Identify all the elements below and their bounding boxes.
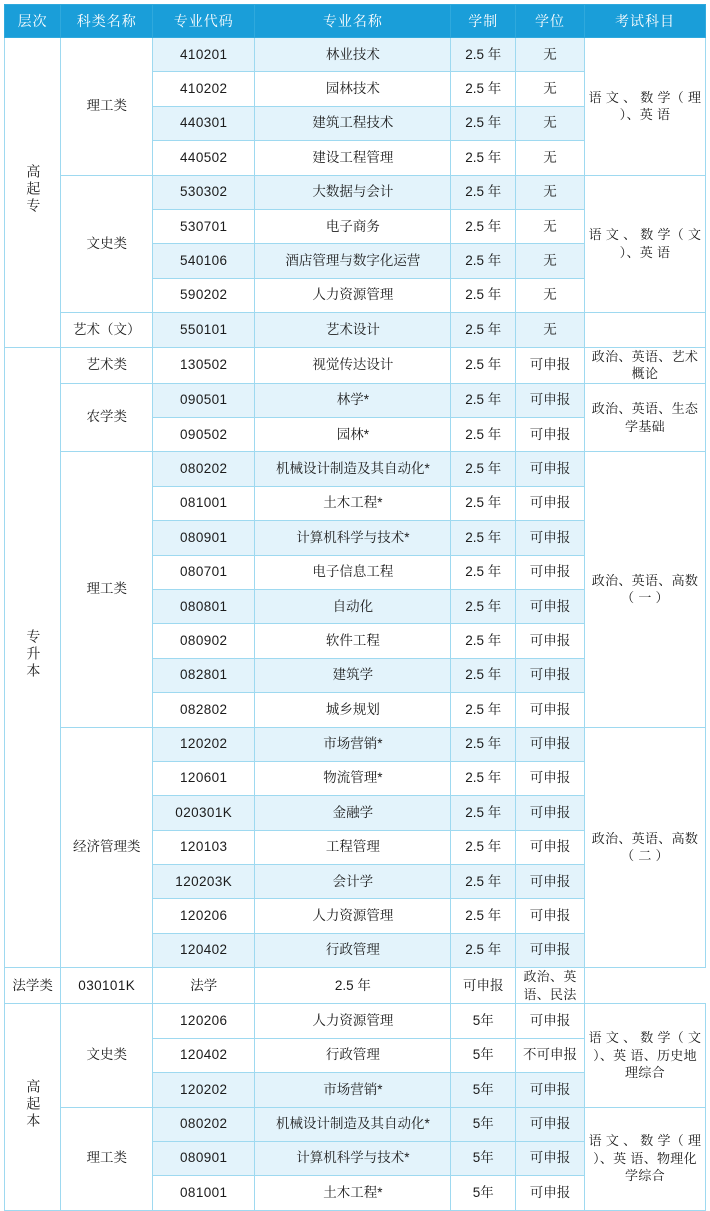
- cell-study-length: 2.5 年: [451, 38, 516, 72]
- header-major-name: 专业名称: [255, 5, 451, 38]
- cell-major-name: 人力资源管理: [255, 899, 451, 933]
- cell-degree: 无: [516, 244, 585, 278]
- cell-degree: 可申报: [516, 796, 585, 830]
- cell-study-length: 2.5 年: [451, 209, 516, 243]
- cell-major-name: 电子信息工程: [255, 555, 451, 589]
- cell-major-code: 120206: [153, 1004, 255, 1038]
- cell-study-length: 2.5 年: [451, 865, 516, 899]
- cell-degree: 可申报: [516, 1004, 585, 1038]
- cell-major-code: 530302: [153, 175, 255, 209]
- cell-major-code: 082802: [153, 693, 255, 727]
- cell-study-length: 2.5 年: [451, 830, 516, 864]
- header-study-length: 学制: [451, 5, 516, 38]
- cell-level: 专升本: [5, 347, 61, 968]
- cell-study-length: 2.5 年: [451, 899, 516, 933]
- cell-major-name: 园林*: [255, 418, 451, 452]
- cell-major-code: 410201: [153, 38, 255, 72]
- cell-degree: 可申报: [516, 589, 585, 623]
- cell-major-code: 130502: [153, 347, 255, 383]
- cell-degree: 可申报: [516, 830, 585, 864]
- cell-major-code: 590202: [153, 278, 255, 312]
- cell-study-length: 5年: [451, 1141, 516, 1175]
- cell-major-code: 540106: [153, 244, 255, 278]
- cell-study-length: 2.5 年: [451, 72, 516, 106]
- cell-study-length: 2.5 年: [255, 968, 451, 1004]
- cell-degree: 可申报: [516, 727, 585, 761]
- cell-major-name: 法学: [153, 968, 255, 1004]
- cell-degree: 可申报: [516, 1176, 585, 1210]
- cell-study-length: 2.5 年: [451, 106, 516, 140]
- cell-exam-subjects: 语 文 、 数 学（ 文 ）、英 语: [584, 175, 705, 313]
- cell-study-length: 2.5 年: [451, 521, 516, 555]
- cell-category: 理工类: [61, 1107, 153, 1210]
- cell-degree: 不可申报: [516, 1038, 585, 1072]
- cell-study-length: 2.5 年: [451, 589, 516, 623]
- cell-major-code: 120202: [153, 727, 255, 761]
- cell-major-name: 计算机科学与技术*: [255, 1141, 451, 1175]
- cell-major-code: 080901: [153, 521, 255, 555]
- cell-degree: 无: [516, 106, 585, 140]
- cell-study-length: 2.5 年: [451, 244, 516, 278]
- cell-study-length: 2.5 年: [451, 693, 516, 727]
- table-body: [5, 38, 706, 1211]
- cell-major-name: 艺术设计: [255, 313, 451, 347]
- cell-major-code: 030101K: [61, 968, 153, 1004]
- cell-study-length: 2.5 年: [451, 555, 516, 589]
- cell-study-length: 2.5 年: [451, 383, 516, 417]
- cell-major-name: 金融学: [255, 796, 451, 830]
- cell-major-code: 120402: [153, 1038, 255, 1072]
- cell-major-name: 市场营销*: [255, 1073, 451, 1107]
- cell-study-length: 2.5 年: [451, 175, 516, 209]
- cell-study-length: 2.5 年: [451, 761, 516, 795]
- cell-degree: 无: [516, 278, 585, 312]
- cell-major-name: 林业技术: [255, 38, 451, 72]
- cell-major-name: 人力资源管理: [255, 278, 451, 312]
- cell-major-name: 土木工程*: [255, 486, 451, 520]
- cell-exam-subjects: 政治、英语、高数（ 一 ）: [584, 452, 705, 727]
- cell-major-name: 建设工程管理: [255, 141, 451, 175]
- cell-category: 农学类: [61, 383, 153, 452]
- cell-major-name: 行政管理: [255, 933, 451, 967]
- cell-degree: 可申报: [516, 452, 585, 486]
- cell-major-code: 120206: [153, 899, 255, 933]
- cell-major-name: 机械设计制造及其自动化*: [255, 1107, 451, 1141]
- table-header-row: [5, 5, 706, 38]
- cell-major-name: 机械设计制造及其自动化*: [255, 452, 451, 486]
- cell-major-code: 120103: [153, 830, 255, 864]
- cell-major-name: 电子商务: [255, 209, 451, 243]
- cell-study-length: 5年: [451, 1073, 516, 1107]
- cell-major-name: 视觉传达设计: [255, 347, 451, 383]
- cell-study-length: 2.5 年: [451, 141, 516, 175]
- cell-degree: 可申报: [516, 933, 585, 967]
- cell-major-name: 市场营销*: [255, 727, 451, 761]
- table-row: [5, 347, 706, 383]
- cell-degree: 可申报: [516, 1141, 585, 1175]
- cell-degree: 无: [516, 175, 585, 209]
- cell-exam-subjects: 语 文 、 数 学（ 理 ）、英 语: [584, 38, 705, 176]
- cell-degree: 可申报: [516, 347, 585, 383]
- cell-degree: 可申报: [516, 658, 585, 692]
- cell-major-code: 080902: [153, 624, 255, 658]
- cell-degree: 可申报: [516, 899, 585, 933]
- cell-degree: 可申报: [516, 486, 585, 520]
- cell-category: 文史类: [61, 175, 153, 313]
- cell-major-name: 行政管理: [255, 1038, 451, 1072]
- cell-major-name: 工程管理: [255, 830, 451, 864]
- cell-degree: 可申报: [451, 968, 516, 1004]
- cell-major-code: 120203K: [153, 865, 255, 899]
- cell-degree: 无: [516, 38, 585, 72]
- table-row: [5, 452, 706, 486]
- header-level: 层次: [5, 5, 61, 38]
- cell-degree: 无: [516, 141, 585, 175]
- cell-major-code: 530701: [153, 209, 255, 243]
- cell-major-code: 080202: [153, 452, 255, 486]
- cell-category: 艺术类: [61, 347, 153, 383]
- cell-major-name: 建筑学: [255, 658, 451, 692]
- table-row: [5, 968, 706, 1004]
- cell-major-code: 120202: [153, 1073, 255, 1107]
- cell-degree: 无: [516, 209, 585, 243]
- cell-major-name: 自动化: [255, 589, 451, 623]
- cell-major-code: 090502: [153, 418, 255, 452]
- table-row: [5, 175, 706, 209]
- cell-major-name: 园林技术: [255, 72, 451, 106]
- cell-study-length: 2.5 年: [451, 278, 516, 312]
- cell-exam-subjects: 语 文 、 数 学（ 理 ）、英 语、物理化学综合: [584, 1107, 705, 1210]
- cell-major-code: 080202: [153, 1107, 255, 1141]
- header-degree: 学位: [516, 5, 585, 38]
- cell-major-code: 550101: [153, 313, 255, 347]
- cell-study-length: 2.5 年: [451, 658, 516, 692]
- cell-degree: 可申报: [516, 383, 585, 417]
- table-row: [5, 1004, 706, 1038]
- cell-study-length: 2.5 年: [451, 796, 516, 830]
- cell-degree: 可申报: [516, 521, 585, 555]
- majors-table: [4, 4, 706, 1211]
- table-row: [5, 727, 706, 761]
- cell-degree: 可申报: [516, 693, 585, 727]
- cell-study-length: 2.5 年: [451, 452, 516, 486]
- cell-level: 高起专: [5, 38, 61, 348]
- cell-major-code: 090501: [153, 383, 255, 417]
- cell-major-name: 计算机科学与技术*: [255, 521, 451, 555]
- table-row: [5, 1107, 706, 1141]
- cell-exam-subjects: 政治、英语、民法: [516, 968, 585, 1004]
- cell-major-code: 080901: [153, 1141, 255, 1175]
- cell-exam-subjects: 政治、英语、艺术概论: [584, 347, 705, 383]
- table-row: [5, 38, 706, 72]
- cell-category: 理工类: [61, 38, 153, 176]
- cell-major-name: 物流管理*: [255, 761, 451, 795]
- cell-study-length: 2.5 年: [451, 347, 516, 383]
- table-header: [5, 5, 706, 38]
- cell-major-code: 440502: [153, 141, 255, 175]
- header-exam-subjects: 考试科目: [584, 5, 705, 38]
- cell-study-length: 5年: [451, 1004, 516, 1038]
- cell-degree: 无: [516, 72, 585, 106]
- cell-category: 文史类: [61, 1004, 153, 1107]
- cell-degree: 可申报: [516, 1073, 585, 1107]
- cell-major-code: 410202: [153, 72, 255, 106]
- cell-exam-subjects: [584, 313, 705, 347]
- cell-major-code: 120402: [153, 933, 255, 967]
- cell-study-length: 5年: [451, 1176, 516, 1210]
- cell-exam-subjects: 语 文 、 数 学（ 文 ）、英 语、历史地理综合: [584, 1004, 705, 1107]
- cell-major-code: 020301K: [153, 796, 255, 830]
- cell-exam-subjects: 政治、英语、生态学基础: [584, 383, 705, 452]
- cell-major-name: 会计学: [255, 865, 451, 899]
- cell-major-code: 081001: [153, 486, 255, 520]
- cell-category: 艺术（文）: [61, 313, 153, 347]
- cell-major-code: 440301: [153, 106, 255, 140]
- cell-degree: 可申报: [516, 624, 585, 658]
- cell-study-length: 2.5 年: [451, 418, 516, 452]
- cell-exam-subjects: 政治、英语、高数（ 二 ）: [584, 727, 705, 968]
- header-major-code: 专业代码: [153, 5, 255, 38]
- cell-study-length: 5年: [451, 1038, 516, 1072]
- cell-study-length: 2.5 年: [451, 486, 516, 520]
- cell-major-code: 080701: [153, 555, 255, 589]
- cell-major-name: 软件工程: [255, 624, 451, 658]
- cell-major-name: 大数据与会计: [255, 175, 451, 209]
- table-row: [5, 313, 706, 347]
- cell-study-length: 2.5 年: [451, 727, 516, 761]
- cell-major-name: 人力资源管理: [255, 1004, 451, 1038]
- cell-degree: 可申报: [516, 555, 585, 589]
- cell-category: 经济管理类: [61, 727, 153, 968]
- cell-major-name: 酒店管理与数字化运营: [255, 244, 451, 278]
- cell-major-name: 城乡规划: [255, 693, 451, 727]
- cell-study-length: 2.5 年: [451, 933, 516, 967]
- cell-major-name: 土木工程*: [255, 1176, 451, 1210]
- cell-degree: 可申报: [516, 865, 585, 899]
- cell-major-code: 082801: [153, 658, 255, 692]
- cell-degree: 无: [516, 313, 585, 347]
- cell-study-length: 2.5 年: [451, 624, 516, 658]
- cell-major-name: 林学*: [255, 383, 451, 417]
- cell-major-name: 建筑工程技术: [255, 106, 451, 140]
- cell-degree: 可申报: [516, 1107, 585, 1141]
- cell-major-code: 080801: [153, 589, 255, 623]
- cell-major-code: 081001: [153, 1176, 255, 1210]
- cell-study-length: 2.5 年: [451, 313, 516, 347]
- cell-category: 理工类: [61, 452, 153, 727]
- cell-level: 高起本: [5, 1004, 61, 1210]
- header-category: 科类名称: [61, 5, 153, 38]
- cell-category: 法学类: [5, 968, 61, 1004]
- cell-degree: 可申报: [516, 761, 585, 795]
- table-row: [5, 383, 706, 417]
- cell-study-length: 5年: [451, 1107, 516, 1141]
- cell-degree: 可申报: [516, 418, 585, 452]
- cell-major-code: 120601: [153, 761, 255, 795]
